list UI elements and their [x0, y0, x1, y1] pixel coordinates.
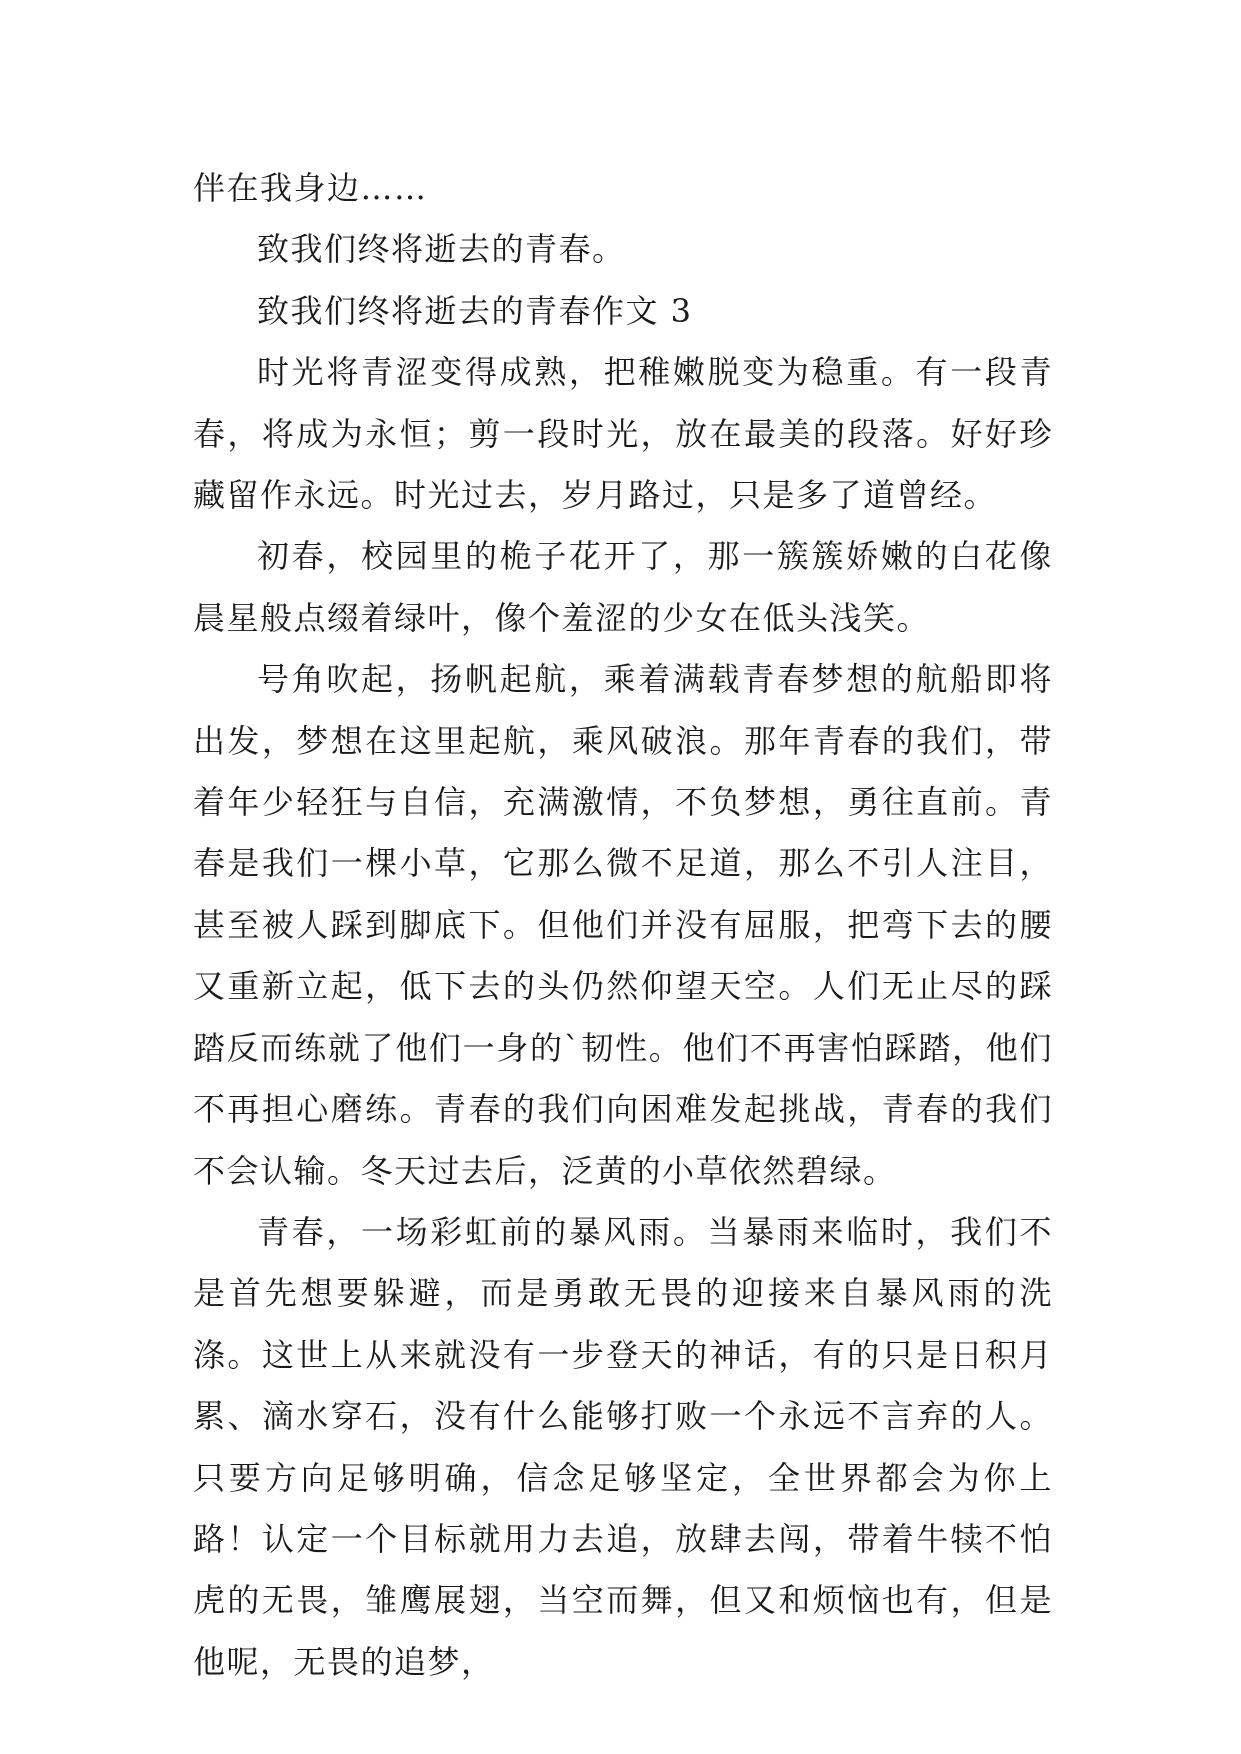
paragraph: 初春，校园里的桅子花开了，那一簇簇娇嫩的白花像晨星般点缀着绿叶，像个羞涩的少女在低头浅笑。 — [193, 537, 1053, 637]
paragraph: 号角吹起，扬帆起航，乘着满载青春梦想的航船即将出发，梦想在这里起航，乘风破浪。那年青春的我们，带着年少轻狂与自信，充满激情，不负梦想，勇往直前。青春是我们一棵小草，它那么微不足道，那么不引人注目，甚至被人踩到脚底下。但他们并没有屈服，把弯下去的腰又重新立起，低下去的头仍然仰望天空。人们无止尽的踩踏反而练就了他们一身的`韧性。他们不再害怕踩踏，他们不再担心磨练。青春的我们向困难发起挑战，青春的我们不会认输。冬天过去后，泛黄的小草依然碧绿。 — [193, 660, 1053, 1190]
paragraph-continuation: 伴在我身边…… — [193, 169, 428, 207]
section-heading: 致我们终将逝去的青春作文 3 — [257, 291, 693, 330]
paragraph: 时光将青涩变得成熟，把稚嫩脱变为稳重。有一段青春，将成为永恒；剪一段时光，放在最美的段落。好好珍藏留作永远。时光过去，岁月路过，只是多了道曾经。 — [193, 353, 1053, 515]
paragraph: 青春，一场彩虹前的暴风雨。当暴雨来临时，我们不是首先想要躲避，而是勇敢无畏的迎接来自暴风雨的洗涤。这世上从来就没有一步登天的神话，有的只是日积月累、滴水穿石，没有什么能够打败一个永远不言弃的人。只要方向足够明确，信念足够坚定，全世界都会为你上路！认定一个目标就用力去追，放肆去闯，带着牛犊不怕虎的无畏，雏鹰展翅，当空而舞，但又和烦恼也有，但是他呢，无畏的追梦， — [193, 1212, 1053, 1681]
document-body — [193, 158, 1053, 1693]
paragraph-dedication: 致我们终将逝去的青春。 — [257, 230, 626, 269]
